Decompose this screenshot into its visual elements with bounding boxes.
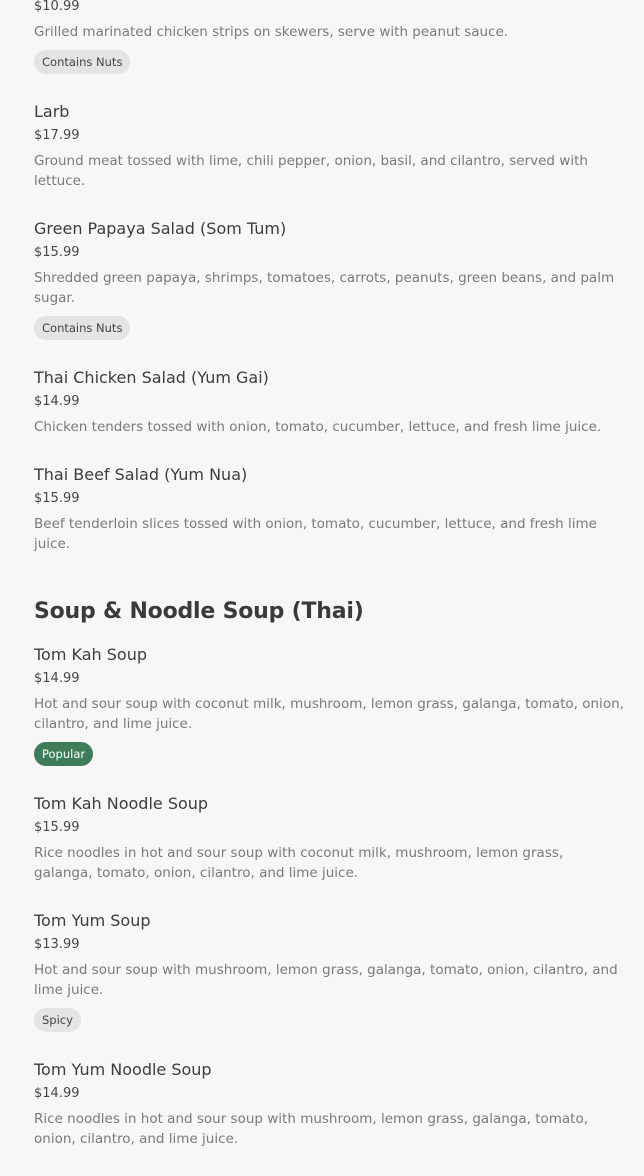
item-description: Rice noodles in hot and sour soup with coconut milk, mushroom, lemon grass, galanga, tomato, onion, cilantro, and lime juice. (34, 845, 564, 881)
menu-item-thai-beef-salad[interactable] (34, 464, 624, 554)
menu-item-tom-yum-noodle-soup[interactable] (34, 1059, 624, 1149)
item-tags (34, 1008, 624, 1032)
item-description: Hot and sour soup with coconut milk, mushroom, lemon grass, galanga, tomato, onion, cilantro, and lime juice. (34, 696, 624, 732)
menu-item-tom-yum-soup[interactable] (34, 910, 624, 1032)
item-name: Thai Beef Salad (Yum Nua) (34, 465, 248, 484)
popular-badge: Popular (34, 742, 93, 766)
item-description: Rice noodles in hot and sour soup with mushroom, lemon grass, galanga, tomato, onion, cilantro, and lime juice. (34, 1111, 589, 1147)
item-price: $14.99 (34, 671, 80, 686)
menu-item-green-papaya-salad[interactable] (34, 218, 624, 340)
spicy-badge: Spicy (34, 1008, 81, 1032)
item-name: Tom Kah Soup (34, 645, 147, 664)
item-price: $15.99 (34, 820, 80, 835)
item-description: Beef tenderloin slices tossed with onion, tomato, cucumber, lettuce, and fresh lime juice. (34, 516, 597, 552)
item-name: Tom Yum Noodle Soup (34, 1060, 212, 1079)
menu-item-tom-kah-noodle-soup[interactable] (34, 793, 624, 883)
item-price: $15.99 (34, 245, 80, 260)
contains-nuts-badge: Contains Nuts (34, 50, 130, 74)
item-description: Chicken tenders tossed with onion, tomato, cucumber, lettuce, and fresh lime juice. (34, 419, 602, 435)
item-description: Hot and sour soup with mushroom, lemon grass, galanga, tomato, onion, cilantro, and lime juice. (34, 962, 618, 998)
item-description: Shredded green papaya, shrimps, tomatoes, carrots, peanuts, green beans, and palm sugar. (34, 270, 615, 306)
item-description: Ground meat tossed with lime, chili pepper, onion, basil, and cilantro, served with lettuce. (34, 153, 588, 189)
contains-nuts-badge: Contains Nuts (34, 316, 130, 340)
item-price: $14.99 (34, 394, 80, 409)
item-description: Grilled marinated chicken strips on skewers, serve with peanut sauce. (34, 24, 509, 40)
item-price: $13.99 (34, 937, 80, 952)
item-name: Tom Yum Soup (34, 911, 151, 930)
menu-item-thai-chicken-salad[interactable] (34, 367, 624, 437)
item-name: Green Papaya Salad (Som Tum) (34, 219, 287, 238)
item-price: $10.99 (34, 0, 80, 14)
item-price: $17.99 (34, 128, 80, 143)
menu-item-satay[interactable] (34, 0, 624, 74)
item-tags (34, 50, 624, 74)
item-price: $15.99 (34, 491, 80, 506)
section-title-soup: Soup & Noodle Soup (Thai) (34, 599, 364, 624)
item-tags (34, 316, 624, 340)
menu-item-tom-kah-soup[interactable] (34, 644, 624, 766)
item-name: Tom Kah Noodle Soup (34, 794, 209, 813)
item-tags (34, 742, 624, 766)
item-name: Thai Chicken Salad (Yum Gai) (34, 368, 269, 387)
item-name: Larb (34, 102, 70, 121)
item-price: $14.99 (34, 1086, 80, 1101)
menu-item-larb[interactable] (34, 101, 624, 191)
menu-content (34, 0, 624, 1176)
